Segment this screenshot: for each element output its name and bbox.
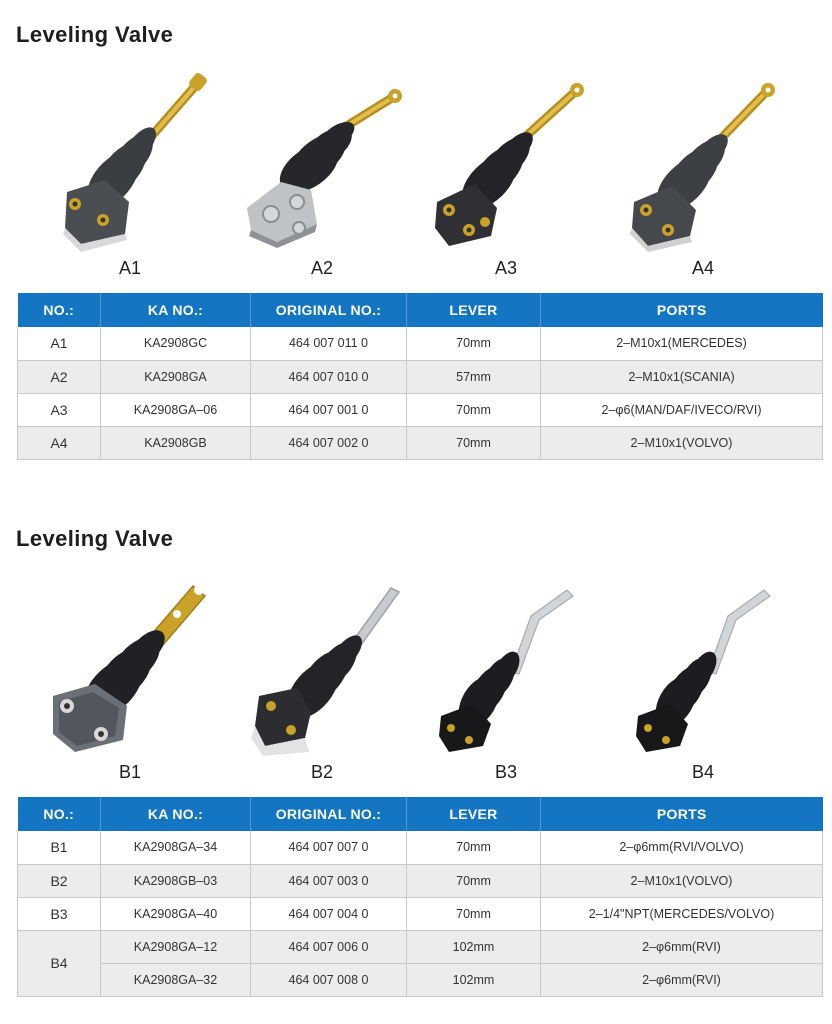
section-title: Leveling Valve <box>16 22 174 47</box>
product-b3 <box>421 556 591 786</box>
cell-ports: 2–M10x1(VOLVO) <box>541 426 823 459</box>
column-header: ORIGINAL NO.: <box>251 293 407 327</box>
cell-lever: 57mm <box>407 360 541 393</box>
cell-original-no: 464 007 007 0 <box>251 831 407 864</box>
product-label: B3 <box>494 762 518 782</box>
product-b2 <box>237 556 407 786</box>
cell-no: A4 <box>18 426 101 459</box>
cell-ports: 2–φ6mm(RVI/VOLVO) <box>541 831 823 864</box>
product-a3 <box>421 52 591 282</box>
table-header-row <box>18 797 823 831</box>
cell-ports: 2–M10x1(VOLVO) <box>541 864 823 897</box>
cell-ports: 2–φ6(MAN/DAF/IVECO/RVI) <box>541 393 823 426</box>
table-row <box>18 963 823 996</box>
cell-lever: 70mm <box>407 897 541 930</box>
cell-ports: 2–M10x1(SCANIA) <box>541 360 823 393</box>
cell-ka-no: KA2908GC <box>101 327 251 360</box>
cell-ka-no: KA2908GB <box>101 426 251 459</box>
table-row <box>18 327 823 360</box>
cell-no: B1 <box>18 831 101 864</box>
section-title: Leveling Valve <box>16 526 174 551</box>
cell-original-no: 464 007 006 0 <box>251 930 407 963</box>
table-header-row <box>18 293 823 327</box>
leveling-valve-image <box>45 556 215 756</box>
cell-original-no: 464 007 010 0 <box>251 360 407 393</box>
spec-table <box>17 293 823 460</box>
table-row <box>18 930 823 963</box>
product-label: A3 <box>494 258 518 278</box>
leveling-valve-image <box>45 52 215 252</box>
cell-ports: 2–φ6mm(RVI) <box>541 963 823 996</box>
product-a2 <box>237 52 407 282</box>
cell-lever: 70mm <box>407 831 541 864</box>
cell-original-no: 464 007 002 0 <box>251 426 407 459</box>
cell-ka-no: KA2908GA–12 <box>101 930 251 963</box>
cell-original-no: 464 007 003 0 <box>251 864 407 897</box>
column-header: PORTS <box>541 797 823 831</box>
product-a1 <box>45 52 215 282</box>
cell-no: B4 <box>18 930 101 996</box>
column-header: NO.: <box>18 797 101 831</box>
table-row <box>18 426 823 459</box>
table-row <box>18 897 823 930</box>
cell-lever: 70mm <box>407 327 541 360</box>
column-header: NO.: <box>18 293 101 327</box>
cell-ka-no: KA2908GA–34 <box>101 831 251 864</box>
cell-no: A2 <box>18 360 101 393</box>
leveling-valve-image <box>618 556 788 756</box>
cell-no: A3 <box>18 393 101 426</box>
cell-ports: 2–φ6mm(RVI) <box>541 930 823 963</box>
cell-original-no: 464 007 004 0 <box>251 897 407 930</box>
product-gallery <box>0 556 832 786</box>
cell-lever: 102mm <box>407 963 541 996</box>
product-label: A2 <box>310 258 334 278</box>
column-header: ORIGINAL NO.: <box>251 797 407 831</box>
spec-table <box>17 797 823 997</box>
product-label: B1 <box>118 762 142 782</box>
cell-original-no: 464 007 008 0 <box>251 963 407 996</box>
product-gallery <box>0 52 832 282</box>
column-header: LEVER <box>407 293 541 327</box>
leveling-valve-image <box>421 556 591 756</box>
cell-original-no: 464 007 001 0 <box>251 393 407 426</box>
cell-lever: 102mm <box>407 930 541 963</box>
cell-ports: 2–1/4"NPT(MERCEDES/VOLVO) <box>541 897 823 930</box>
leveling-valve-image <box>618 52 788 252</box>
cell-ports: 2–M10x1(MERCEDES) <box>541 327 823 360</box>
table-row <box>18 831 823 864</box>
cell-original-no: 464 007 011 0 <box>251 327 407 360</box>
table-row <box>18 393 823 426</box>
cell-ka-no: KA2908GA–32 <box>101 963 251 996</box>
cell-lever: 70mm <box>407 393 541 426</box>
column-header: LEVER <box>407 797 541 831</box>
product-a4 <box>618 52 788 282</box>
cell-no: B3 <box>18 897 101 930</box>
cell-lever: 70mm <box>407 864 541 897</box>
cell-ka-no: KA2908GB–03 <box>101 864 251 897</box>
product-label: B4 <box>691 762 715 782</box>
column-header: PORTS <box>541 293 823 327</box>
leveling-valve-image <box>237 52 407 252</box>
product-b4 <box>618 556 788 786</box>
cell-ka-no: KA2908GA–40 <box>101 897 251 930</box>
product-label: B2 <box>310 762 334 782</box>
product-b1 <box>45 556 215 786</box>
product-label: A4 <box>691 258 715 278</box>
table-row <box>18 864 823 897</box>
cell-ka-no: KA2908GA–06 <box>101 393 251 426</box>
cell-no: A1 <box>18 327 101 360</box>
column-header: KA NO.: <box>101 293 251 327</box>
leveling-valve-image <box>421 52 591 252</box>
cell-ka-no: KA2908GA <box>101 360 251 393</box>
table-row <box>18 360 823 393</box>
column-header: KA NO.: <box>101 797 251 831</box>
cell-no: B2 <box>18 864 101 897</box>
product-label: A1 <box>118 258 142 278</box>
cell-lever: 70mm <box>407 426 541 459</box>
leveling-valve-image <box>237 556 407 756</box>
